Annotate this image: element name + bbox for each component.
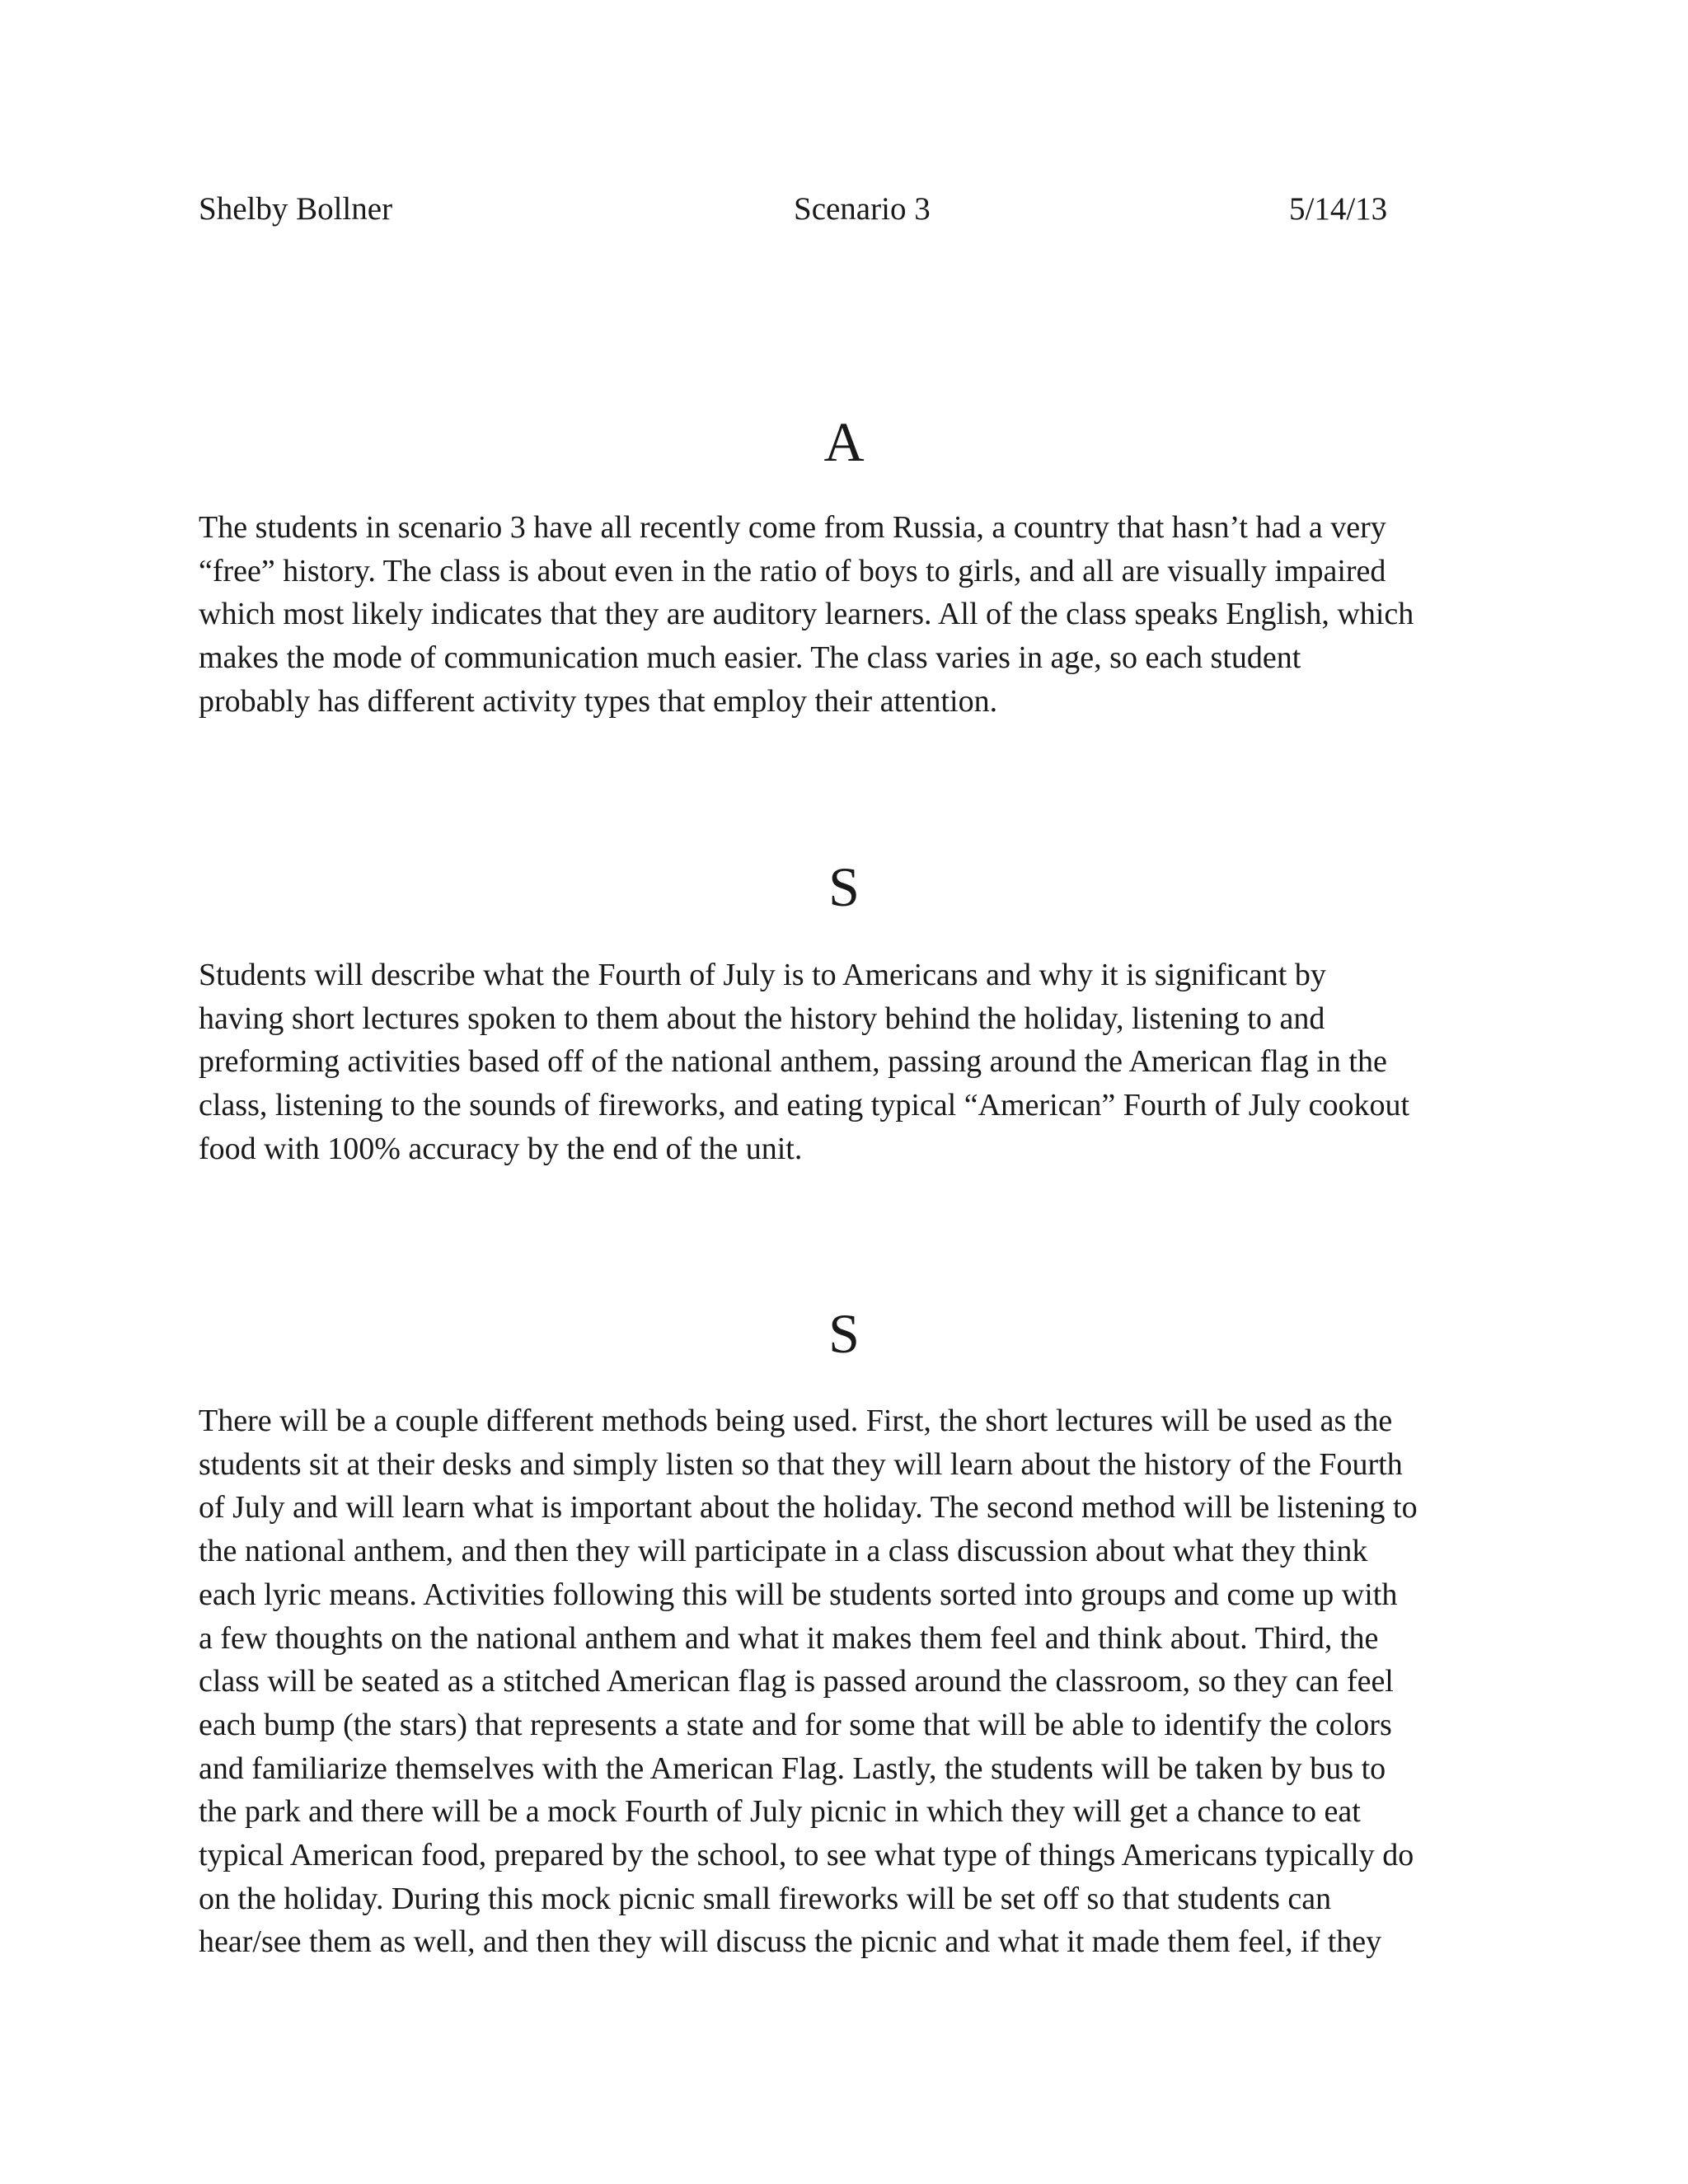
text-line: Students will describe what the Fourth of July is to Americans and why it is significant by xyxy=(199,958,1326,992)
section-heading-s-methods: S xyxy=(828,1302,860,1365)
text-line: which most likely indicates that they are auditory learners. All of the class speaks English, which xyxy=(199,597,1414,632)
text-line: of July and will learn what is important about the holiday. The second method will be listening to xyxy=(199,1490,1418,1526)
text-line: makes the mode of communication much easier. The class varies in age, so each student xyxy=(199,640,1301,676)
text-line: the national anthem, and then they will participate in a class discussion about what they think xyxy=(199,1534,1368,1569)
text-line: class, listening to the sounds of fireworks, and eating typical “American” Fourth of July cookout xyxy=(199,1088,1410,1123)
text-line: food with 100% accuracy by the end of the unit. xyxy=(199,1131,803,1166)
text-line: each lyric means. Activities following this will be students sorted into groups and come up with xyxy=(199,1577,1398,1612)
document-date: 5/14/13 xyxy=(1289,191,1388,227)
section-s-objective-paragraph xyxy=(199,954,1517,1171)
text-line: a few thoughts on the national anthem and what it makes them feel and think about. Third, the xyxy=(199,1620,1379,1656)
text-line: The students in scenario 3 have all recently come from Russia, a country that hasn’t had a very xyxy=(199,510,1386,545)
text-line: preforming activities based off of the national anthem, passing around the American flag in the xyxy=(199,1044,1387,1080)
section-s-methods-paragraph xyxy=(199,1399,1517,1964)
text-line: and familiarize themselves with the American Flag. Lastly, the students will be taken by bus to xyxy=(199,1750,1386,1786)
author-name: Shelby Bollner xyxy=(199,191,393,227)
text-line: on the holiday. During this mock picnic small fireworks will be set off so that students can xyxy=(199,1881,1332,1916)
text-line: class will be seated as a stitched American flag is passed around the classroom, so they can feel xyxy=(199,1664,1394,1699)
text-line: having short lectures spoken to them about the history behind the holiday, listening to and xyxy=(199,1001,1325,1036)
text-line: hear/see them as well, and then they will discuss the picnic and what it made them feel, if they xyxy=(199,1924,1382,1960)
text-line: each bump (the stars) that represents a state and for some that will be able to identify the colors xyxy=(199,1707,1392,1742)
section-heading-a: A xyxy=(823,410,865,473)
text-line: There will be a couple different methods being used. First, the short lectures will be used as the xyxy=(199,1404,1393,1438)
text-line: “free” history. The class is about even in the ratio of boys to girls, and all are visually impaired xyxy=(199,553,1386,588)
text-line: typical American food, prepared by the school, to see what type of things Americans typically do xyxy=(199,1838,1414,1873)
section-heading-s-objective: S xyxy=(828,855,860,918)
text-line: the park and there will be a mock Fourth of July picnic in which they will get a chance to eat xyxy=(199,1794,1361,1830)
text-line: probably has different activity types that employ their attention. xyxy=(199,683,998,719)
document-title: Scenario 3 xyxy=(794,191,931,227)
text-line: students sit at their desks and simply listen so that they will learn about the history of the Fourth xyxy=(199,1446,1403,1482)
section-a-paragraph xyxy=(199,506,1517,724)
